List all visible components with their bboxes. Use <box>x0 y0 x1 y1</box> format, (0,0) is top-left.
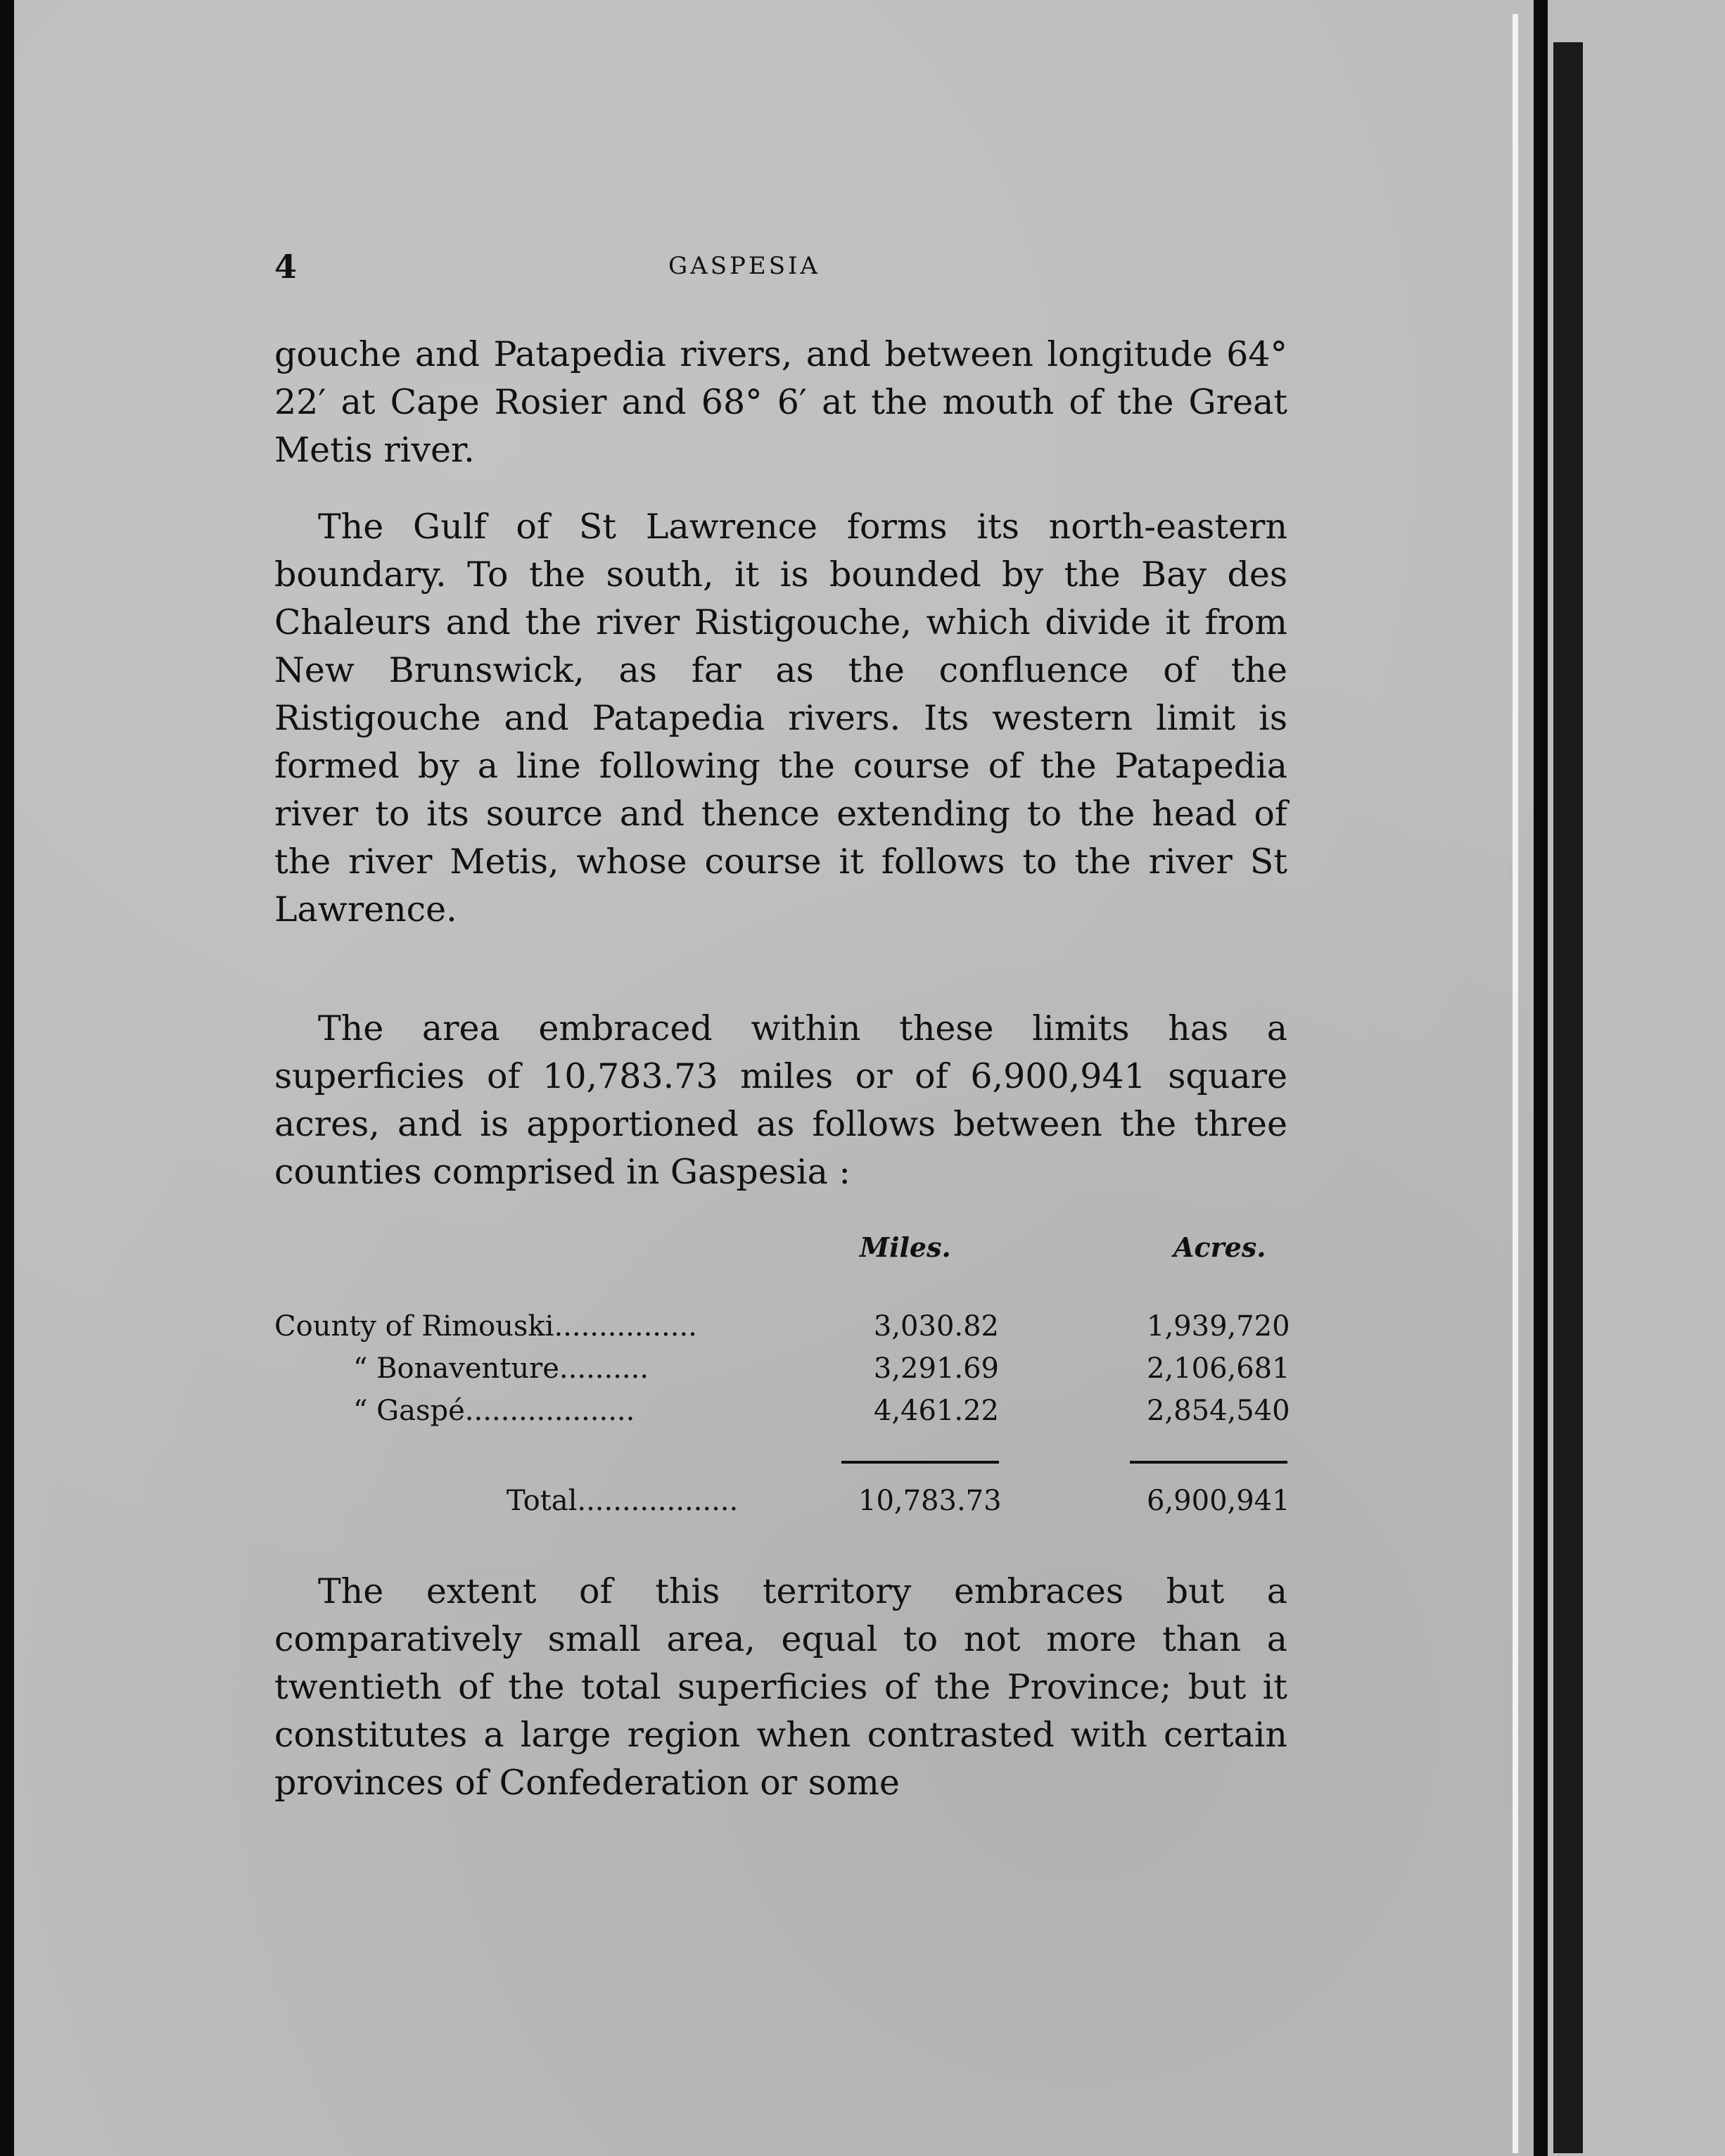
paragraph-2: The Gulf of St Lawrence forms its north-eastern boundary. To the south, it is bounded by the Bay des Chaleurs and the river Ristigouche, which divide it from New Brunswick, as far as the confluence of the Ristigouche and Patapedia rivers. Its western limit is formed by a line following the course of the Patapedia river to its source and thence extending to the head of the river Metis, whose course it follows to the river St Lawrence. <box>274 507 1287 930</box>
total-miles: 10,783.73 <box>858 1485 1002 1517</box>
row-label: “ Bonaventure.......... <box>353 1352 649 1385</box>
table-row <box>274 1395 1301 1437</box>
paragraph-3: The area embraced within these limits has a superficies of 10,783.73 miles or of 6,900,941 square acres, and is apportioned as follows between the three counties comprised in Gaspesia : <box>274 1008 1287 1192</box>
total-acres: 6,900,941 <box>1147 1485 1290 1517</box>
table-total-row <box>274 1485 1301 1527</box>
row-label: “ Gaspé................... <box>353 1395 635 1427</box>
row-miles: 3,291.69 <box>873 1352 999 1385</box>
row-acres: 2,854,540 <box>1147 1395 1290 1427</box>
book-gutter <box>1553 42 1583 2153</box>
page-header <box>274 248 1301 290</box>
sum-rule-acres <box>1130 1461 1287 1464</box>
row-miles: 3,030.82 <box>873 1310 999 1343</box>
column-header-miles: Miles. <box>860 1231 951 1263</box>
sum-rule-miles <box>841 1461 999 1464</box>
row-miles: 4,461.22 <box>873 1395 999 1427</box>
table-row <box>274 1352 1301 1395</box>
total-label: Total.................. <box>507 1485 739 1517</box>
row-acres: 1,939,720 <box>1147 1310 1290 1343</box>
page-number: 4 <box>274 248 298 286</box>
column-header-acres: Acres. <box>1173 1231 1266 1263</box>
page-edge <box>1513 14 1518 2153</box>
running-head: GASPESIA <box>668 252 820 280</box>
table-row <box>274 1310 1301 1352</box>
paragraph-4: The extent of this territory embraces but a comparatively small area, equal to not more than a twentieth of the total superficies of the Province; but it constitutes a large region when contrasted with certain provinces of Confederation or some <box>274 1571 1287 1803</box>
paragraph-1: gouche and Patapedia rivers, and between longitude 64° 22′ at Cape Rosier and 68° 6′ at the mouth of the Great Metis river. <box>274 334 1287 470</box>
row-acres: 2,106,681 <box>1147 1352 1290 1385</box>
row-label: County of Rimouski................ <box>274 1310 697 1343</box>
